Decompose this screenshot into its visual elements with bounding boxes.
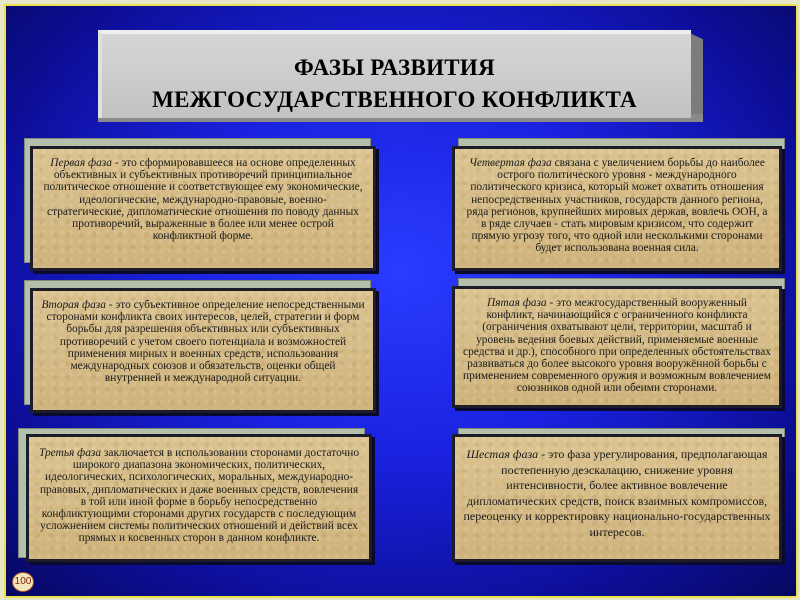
phase-5-text [463, 297, 771, 395]
phase-3-description: заключается в использовании сторонами достаточно широкого диапазона экономических, политических, идеологических, психологических, моральных, международно-правовых, дипломатических и даже военных средств, вовлечения в той или иной форме в борьбу непосредственно конфликтующими сторонами других государств с последующим усложнением системы политических отношений и действий всех прямых и косвенных сторон в данном конфликте. [39, 447, 360, 545]
phase-2-card [30, 288, 376, 413]
phase-3-card [26, 434, 372, 562]
phase-4-card [452, 146, 782, 271]
phase-6-text [463, 447, 771, 540]
phase-2-description: - это субъективное определение непосредственными сторонами конфликта своих интересов, целей, стратегии и форм борьбы для разрешения объективных или субъективных противоречий с учетом своего потенциала и возможностей применения мирных и военных средств, использования международных союзов и обязательств, оценки общей внутренней и международной ситуации. [46, 299, 365, 385]
phase-5-name: Пятая фаза [486, 297, 547, 309]
title-line-2: МЕЖГОСУДАРСТВЕННОГО КОНФЛИКТА [152, 87, 637, 112]
title-banner [98, 30, 703, 122]
phase-3-text [37, 447, 361, 545]
phase-2-name: Вторая фаза [41, 299, 106, 311]
phase-1-text [41, 157, 365, 242]
page-number-badge: 100 [12, 572, 34, 592]
phase-4-text [463, 157, 771, 255]
phase-6-description: - это фаза урегулирования, предполагающая постепенную деэскалацию, снижение уровня интенсивности, более активное вовлечение дипломатических средств, поиск взаимных компромиссов, переоценку и корректировку национально-государственных интересов. [463, 447, 771, 539]
phase-1-description: - это сформировавшееся на основе определенных объективных и субъективных противоречий принципиальное политическое отношение и соответствующее ему экономические, идеологические, международно-правовые, военно-стратегические, дипломатические отношения по поводу данных противоречий, выраженные в более или менее острой конфликтной форме. [43, 157, 363, 243]
phase-5-card [452, 286, 782, 408]
phase-4-description: связана с увеличением борьбы до наиболее острого политического уровня - международного политического кризиса, который может охватить отношения непосредственных участников, государств данного региона, ряда регионов, крупнейших мировых держав, вовлечь ООН, а в ряде случаев - стать мировым кризисом, что содержит прямую угрозу того, что одной или несколькими сторонами будет использована военная сила. [466, 157, 768, 255]
phase-1-card [30, 146, 376, 271]
title-line-1: ФАЗЫ РАЗВИТИЯ [293, 55, 496, 80]
phase-1-name: Первая фаза [50, 157, 112, 169]
phase-2-text [41, 299, 365, 384]
phase-6-name: Шестая фаза [466, 447, 539, 461]
phase-6-card [452, 434, 782, 562]
phase-4-name: Четвертая фаза [469, 157, 552, 169]
phase-5-description: - это межгосударственный вооруженный конфликт, начинающийся с ограниченного конфликта (ограничения охватывают цели, территории, масштаб и уровень ведения боевых действий, применяемые военные средства и др.), способного при определенных обстоятельствах развиваться до более высокого уровня вооружённой борьбы с применением современного оружия и возможным вовлечением союзников одной или обеими сторонами. [463, 297, 771, 395]
phase-3-name: Третья фаза [38, 447, 102, 459]
page-title [102, 52, 687, 116]
